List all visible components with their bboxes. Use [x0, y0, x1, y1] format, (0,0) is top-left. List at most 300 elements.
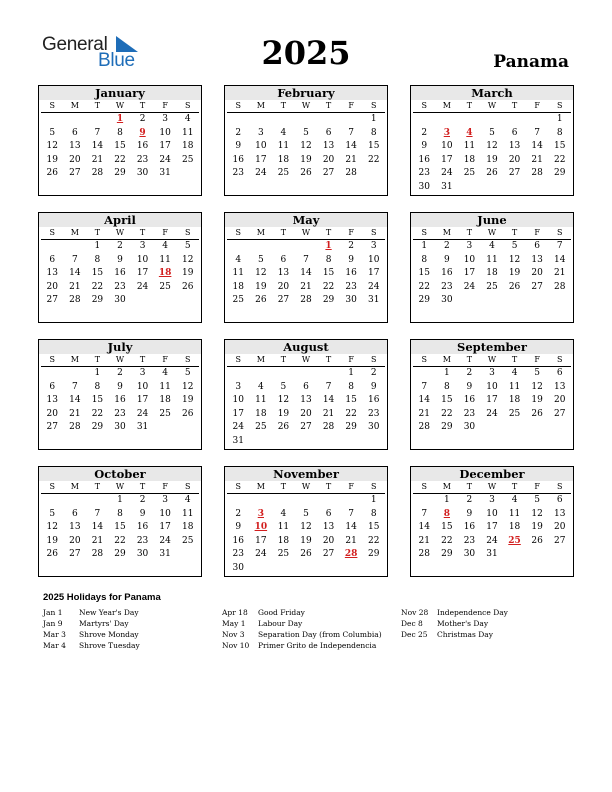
- month-title: July: [39, 340, 201, 354]
- day: 10: [136, 254, 149, 265]
- day: 10: [159, 508, 171, 519]
- month-title: February: [225, 86, 387, 100]
- month-grid: [411, 227, 573, 308]
- weekday-header: T: [86, 354, 109, 367]
- holidays-column: [43, 607, 140, 651]
- day: 15: [114, 522, 126, 532]
- day: 29: [418, 295, 430, 305]
- weekday-header: M: [250, 227, 273, 240]
- day: 28: [322, 422, 335, 432]
- day: 26: [255, 295, 267, 305]
- day: 20: [69, 535, 81, 546]
- month-october: [38, 466, 202, 577]
- day: 10: [463, 254, 476, 265]
- month-grid: [225, 227, 387, 308]
- day: 25: [232, 295, 244, 305]
- month-grid: [39, 354, 201, 435]
- month-title: June: [411, 213, 573, 227]
- empty-day: [86, 494, 109, 508]
- day: 5: [489, 127, 495, 138]
- day: 15: [367, 522, 380, 532]
- day: 20: [277, 281, 290, 292]
- holiday-name: Primer Grito de Independencia: [258, 641, 377, 650]
- month-february: [224, 85, 388, 196]
- day: 28: [300, 295, 312, 305]
- day: 2: [370, 368, 377, 378]
- day: 11: [159, 254, 171, 265]
- day: 21: [418, 535, 430, 546]
- weekday-header: W: [109, 481, 132, 494]
- holiday-date: Jan 9: [43, 619, 63, 628]
- day: 6: [49, 381, 56, 392]
- day: 16: [114, 395, 126, 405]
- holidays-column: [401, 607, 508, 640]
- month-title: March: [411, 86, 573, 100]
- weekday-header: S: [548, 227, 571, 240]
- empty-day: [436, 113, 459, 127]
- empty-day: [317, 494, 340, 508]
- day: 26: [181, 281, 194, 292]
- day: 15: [553, 141, 566, 151]
- month-may: [224, 212, 388, 323]
- day: 15: [418, 268, 430, 278]
- weekday-header: S: [413, 354, 436, 367]
- weekday-header: T: [503, 354, 526, 367]
- weekday-header: T: [272, 227, 295, 240]
- holiday-name: Shrove Tuesday: [79, 641, 140, 650]
- empty-day: [272, 113, 295, 127]
- empty-day: [227, 494, 250, 508]
- day: 13: [46, 395, 58, 405]
- empty-day: [413, 367, 436, 381]
- month-november: [224, 466, 388, 577]
- holiday-entry: [401, 607, 508, 618]
- month-september: [410, 339, 574, 450]
- holidays-column: [222, 607, 382, 651]
- day: 18: [508, 395, 521, 405]
- day: 4: [257, 381, 264, 392]
- day: 5: [303, 508, 309, 519]
- weekday-header: S: [227, 354, 250, 367]
- day: 30: [463, 422, 476, 432]
- day: 24: [159, 535, 171, 546]
- weekday-header: S: [227, 100, 250, 113]
- day: 5: [49, 127, 56, 138]
- weekday-header: M: [64, 481, 87, 494]
- day: 27: [553, 408, 566, 419]
- day: 16: [367, 395, 380, 405]
- empty-day: [250, 494, 273, 508]
- day: 20: [553, 522, 566, 532]
- month-title: November: [225, 467, 387, 481]
- day: 30: [136, 168, 149, 178]
- day: 25: [277, 549, 290, 559]
- day: 3: [257, 127, 264, 138]
- day: 12: [300, 141, 312, 151]
- day: 24: [486, 535, 498, 546]
- day: 4: [184, 495, 191, 505]
- weekday-header: S: [362, 481, 385, 494]
- day: 20: [531, 268, 543, 278]
- day: 29: [345, 422, 357, 432]
- day: 26: [486, 168, 498, 178]
- day: 19: [508, 268, 521, 278]
- day: 25: [508, 408, 521, 419]
- day: 5: [303, 127, 309, 138]
- day: 24: [255, 168, 267, 178]
- day: 14: [322, 395, 335, 405]
- holiday-name: Labour Day: [258, 619, 303, 628]
- day: 4: [235, 254, 242, 265]
- day: 22: [367, 535, 380, 546]
- weekday-header: W: [295, 481, 318, 494]
- holiday-date: Dec 8: [401, 619, 423, 628]
- day: 27: [46, 295, 58, 305]
- day: 7: [94, 508, 101, 519]
- weekday-header: F: [526, 481, 549, 494]
- day: 16: [463, 522, 476, 532]
- calendar-year: 2025: [261, 34, 351, 72]
- month-grid: [225, 481, 387, 575]
- day: 6: [325, 508, 332, 519]
- weekday-header: W: [295, 100, 318, 113]
- holiday-date: May 1: [222, 619, 246, 628]
- day: 20: [322, 154, 335, 165]
- empty-day: [295, 113, 318, 127]
- day: 26: [46, 549, 58, 559]
- day: 13: [322, 522, 335, 532]
- day: 7: [348, 127, 354, 138]
- day: 21: [300, 281, 312, 292]
- day: 17: [232, 408, 244, 419]
- day: 22: [322, 281, 335, 292]
- day: 25: [181, 535, 194, 546]
- day: 6: [556, 368, 563, 378]
- day: 17: [463, 268, 476, 278]
- day: 1: [421, 241, 428, 251]
- day: 3: [139, 368, 146, 378]
- day: 25: [159, 281, 171, 292]
- weekday-header: M: [250, 481, 273, 494]
- day: 24: [136, 408, 149, 419]
- day: 9: [235, 141, 242, 151]
- day: 5: [534, 495, 540, 505]
- empty-day: [64, 367, 87, 381]
- day: 18: [486, 268, 498, 278]
- empty-day: [41, 240, 64, 254]
- weekday-header: F: [154, 354, 177, 367]
- holiday-date: Mar 3: [43, 630, 66, 639]
- day: 5: [49, 508, 56, 519]
- day: 18: [277, 154, 290, 165]
- day: 23: [367, 408, 380, 419]
- day: 28: [418, 549, 430, 559]
- day: 27: [531, 281, 543, 292]
- month-april: [38, 212, 202, 323]
- day: 6: [71, 127, 78, 138]
- day: 10: [367, 254, 380, 265]
- day: 17: [486, 522, 498, 532]
- weekday-header: F: [340, 100, 363, 113]
- empty-day: [250, 113, 273, 127]
- day: 7: [421, 508, 428, 519]
- day: 2: [117, 241, 123, 251]
- day: 18: [232, 281, 244, 292]
- day: 29: [553, 168, 566, 178]
- empty-day: [340, 113, 363, 127]
- holiday-day: 1: [116, 114, 124, 124]
- empty-day: [317, 113, 340, 127]
- day: 2: [235, 508, 242, 519]
- weekday-header: F: [340, 354, 363, 367]
- day: 16: [232, 535, 244, 546]
- day: 28: [69, 295, 81, 305]
- day: 13: [322, 141, 335, 151]
- holiday-name: Christmas Day: [437, 630, 493, 639]
- day: 23: [463, 535, 476, 546]
- weekday-header: S: [176, 227, 199, 240]
- holiday-day: 3: [257, 508, 264, 519]
- weekday-header: W: [109, 100, 132, 113]
- day: 16: [463, 395, 476, 405]
- day: 12: [181, 254, 194, 265]
- day: 3: [162, 495, 168, 505]
- day: 21: [69, 281, 81, 292]
- day: 22: [91, 408, 104, 419]
- day: 28: [531, 168, 543, 178]
- month-title: September: [411, 340, 573, 354]
- weekday-header: T: [131, 354, 154, 367]
- day: 15: [91, 395, 104, 405]
- weekday-header: F: [154, 100, 177, 113]
- day: 11: [232, 268, 244, 278]
- weekday-header: M: [436, 227, 459, 240]
- holidays-title: 2025 Holidays for Panama: [43, 592, 161, 603]
- month-august: [224, 339, 388, 450]
- day: 13: [553, 381, 566, 392]
- day: 8: [117, 508, 123, 519]
- day: 2: [235, 127, 242, 138]
- day: 25: [255, 422, 267, 432]
- day: 22: [345, 408, 357, 419]
- empty-day: [413, 113, 436, 127]
- day: 30: [367, 422, 380, 432]
- day: 2: [466, 368, 473, 378]
- day: 9: [370, 381, 377, 392]
- holiday-day: 1: [325, 241, 332, 251]
- day: 15: [114, 141, 126, 151]
- day: 27: [300, 422, 312, 432]
- day: 16: [345, 268, 357, 278]
- weekday-header: M: [436, 354, 459, 367]
- holiday-entry: [222, 607, 382, 618]
- day: 4: [280, 508, 287, 519]
- weekday-header: T: [131, 227, 154, 240]
- day: 8: [370, 127, 377, 138]
- holiday-name: Independence Day: [437, 608, 508, 617]
- empty-day: [295, 494, 318, 508]
- day: 7: [303, 254, 309, 265]
- day: 19: [531, 522, 543, 532]
- weekday-header: T: [272, 481, 295, 494]
- day: 16: [136, 522, 149, 532]
- day: 6: [303, 381, 309, 392]
- day: 22: [418, 281, 430, 292]
- day: 1: [556, 114, 563, 124]
- holiday-entry: [43, 640, 140, 651]
- day: 16: [136, 141, 149, 151]
- day: 9: [235, 522, 242, 532]
- weekday-header: F: [340, 227, 363, 240]
- day: 21: [345, 535, 357, 546]
- day: 23: [136, 154, 149, 165]
- weekday-header: M: [436, 481, 459, 494]
- day: 19: [300, 154, 312, 165]
- month-title: April: [39, 213, 201, 227]
- holiday-day: 9: [139, 127, 146, 138]
- day: 17: [159, 522, 171, 532]
- weekday-header: S: [41, 100, 64, 113]
- day: 10: [255, 141, 267, 151]
- weekday-header: T: [503, 100, 526, 113]
- weekday-header: S: [548, 100, 571, 113]
- month-title: August: [225, 340, 387, 354]
- holiday-day: 18: [158, 268, 172, 278]
- day: 31: [136, 422, 149, 432]
- day: 21: [91, 535, 104, 546]
- day: 6: [71, 508, 78, 519]
- month-january: [38, 85, 202, 196]
- day: 20: [69, 154, 81, 165]
- day: 28: [91, 168, 104, 178]
- weekday-header: S: [362, 227, 385, 240]
- day: 30: [463, 549, 476, 559]
- day: 23: [114, 281, 126, 292]
- day: 31: [367, 295, 380, 305]
- day: 29: [91, 295, 104, 305]
- day: 11: [277, 522, 290, 532]
- day: 3: [370, 241, 377, 251]
- day: 14: [345, 141, 357, 151]
- weekday-header: S: [413, 100, 436, 113]
- day: 3: [139, 241, 146, 251]
- day: 21: [553, 268, 566, 278]
- day: 2: [117, 368, 123, 378]
- day: 26: [531, 535, 543, 546]
- day: 13: [277, 268, 290, 278]
- day: 17: [486, 395, 498, 405]
- day: 12: [46, 522, 58, 532]
- day: 1: [370, 114, 377, 124]
- month-march: [410, 85, 574, 196]
- day: 25: [463, 168, 476, 178]
- day: 30: [441, 295, 453, 305]
- day: 28: [91, 549, 104, 559]
- holiday-date: Dec 25: [401, 630, 428, 639]
- day: 26: [46, 168, 58, 178]
- empty-day: [295, 240, 318, 254]
- day: 23: [441, 281, 453, 292]
- day: 27: [69, 549, 81, 559]
- day: 21: [345, 154, 357, 165]
- day: 17: [441, 154, 453, 165]
- day: 31: [159, 549, 171, 559]
- day: 6: [556, 495, 563, 505]
- day: 3: [235, 381, 242, 392]
- day: 11: [159, 381, 171, 392]
- day: 17: [255, 154, 267, 165]
- day: 9: [139, 508, 146, 519]
- day: 20: [508, 154, 521, 165]
- weekday-header: T: [458, 481, 481, 494]
- holiday-entry: [222, 629, 382, 640]
- day: 14: [300, 268, 312, 278]
- day: 6: [511, 127, 518, 138]
- empty-day: [526, 113, 549, 127]
- day: 7: [534, 127, 540, 138]
- day: 1: [348, 368, 354, 378]
- day: 21: [418, 408, 430, 419]
- day: 5: [534, 368, 540, 378]
- weekday-header: S: [41, 227, 64, 240]
- day: 23: [463, 408, 476, 419]
- day: 26: [181, 408, 194, 419]
- day: 12: [531, 508, 543, 519]
- day: 8: [348, 381, 354, 392]
- day: 14: [531, 141, 543, 151]
- day: 17: [136, 268, 149, 278]
- day: 27: [322, 549, 335, 559]
- day: 19: [46, 154, 58, 165]
- day: 3: [489, 495, 495, 505]
- weekday-header: S: [548, 354, 571, 367]
- day: 7: [348, 508, 354, 519]
- day: 26: [300, 168, 312, 178]
- day: 8: [117, 127, 123, 138]
- day: 14: [69, 268, 81, 278]
- day: 17: [136, 395, 149, 405]
- holiday-day: 3: [443, 127, 450, 138]
- month-july: [38, 339, 202, 450]
- empty-day: [227, 113, 250, 127]
- holiday-entry: [43, 607, 140, 618]
- day: 26: [508, 281, 521, 292]
- day: 5: [511, 241, 518, 251]
- weekday-header: S: [41, 481, 64, 494]
- day: 29: [441, 422, 453, 432]
- day: 17: [159, 141, 171, 151]
- day: 6: [325, 127, 332, 138]
- empty-day: [250, 240, 273, 254]
- day: 14: [553, 254, 566, 265]
- day: 13: [553, 508, 566, 519]
- holiday-name: Mother's Day: [437, 619, 489, 628]
- day: 27: [322, 168, 335, 178]
- day: 8: [443, 381, 450, 392]
- day: 11: [181, 508, 194, 519]
- day: 10: [441, 141, 453, 151]
- day: 25: [277, 168, 290, 178]
- weekday-header: W: [481, 481, 504, 494]
- day: 11: [255, 395, 267, 405]
- day: 22: [441, 535, 453, 546]
- day: 2: [466, 495, 473, 505]
- day: 27: [46, 422, 58, 432]
- empty-day: [503, 113, 526, 127]
- day: 9: [117, 254, 123, 265]
- weekday-header: M: [250, 100, 273, 113]
- day: 22: [114, 154, 126, 165]
